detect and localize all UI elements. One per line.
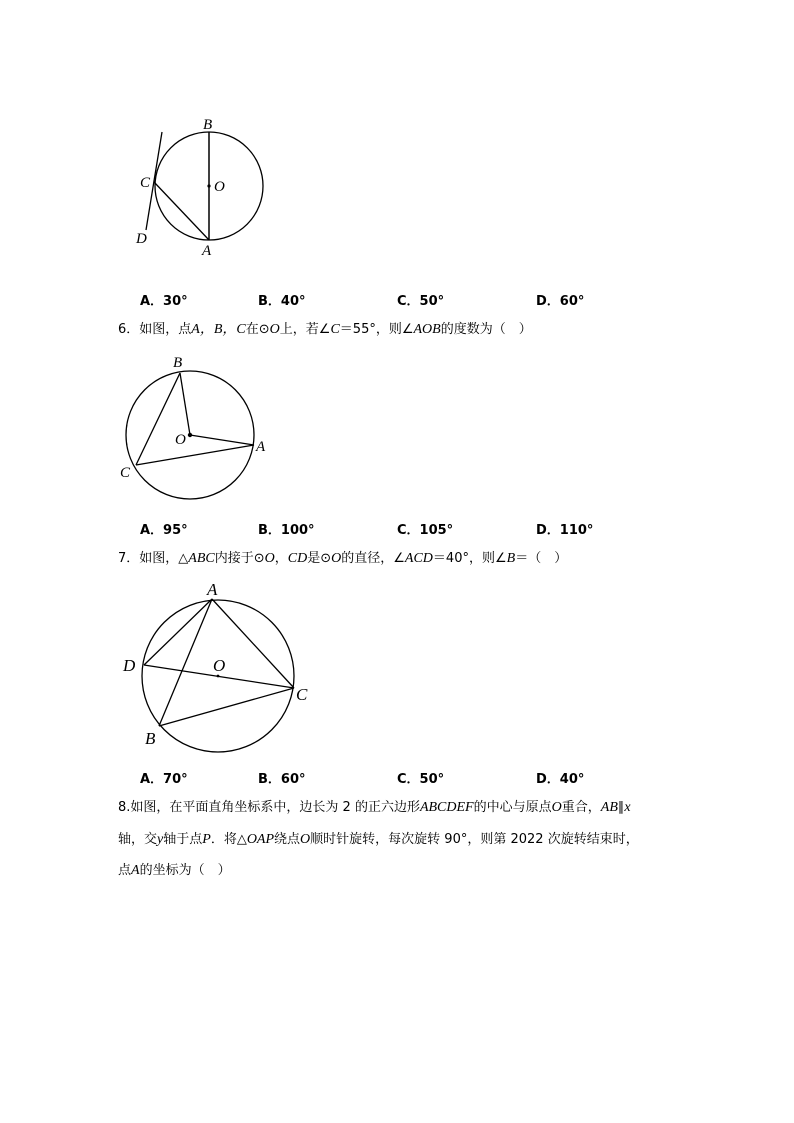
q5-options (140, 290, 700, 310)
q7-text: ， (274, 551, 288, 566)
q8-text: 重合， (561, 800, 601, 815)
label-b: B (145, 729, 156, 748)
center-point (207, 184, 210, 187)
q5-option-c[interactable]: C．50° (397, 294, 445, 309)
q8-o: O (551, 800, 562, 815)
q6-o: O (269, 322, 280, 337)
q7-b: B (506, 551, 516, 566)
q8-text: 轴于点 (163, 832, 203, 847)
q7-abc: ABC (188, 551, 215, 566)
segment-oa (190, 435, 254, 445)
label-b: B (173, 355, 183, 371)
label-d: D (136, 231, 147, 247)
segment-bc (159, 688, 294, 726)
center-point (217, 675, 220, 678)
label-a: A (207, 580, 218, 599)
segment-ob (180, 373, 190, 435)
figure-q7 (118, 578, 318, 753)
q8-text: 顺时针旋转，每次旋转 90°，则第 2022 次旋转结束时， (310, 832, 639, 847)
q8-a: A (131, 863, 140, 878)
q8-text: 绕点 (274, 832, 301, 847)
q7-option-c[interactable]: C．50° (397, 772, 445, 787)
q8-text: 点 (118, 863, 132, 878)
label-c: C (140, 175, 151, 191)
q8-o: O (300, 832, 311, 847)
figure-q5 (130, 112, 280, 262)
q5-option-d[interactable]: D．60° (536, 294, 585, 309)
q6-text: 如图，点 (139, 322, 192, 337)
q7-text: 的直径，∠ (341, 551, 405, 566)
q7-cd: CD (287, 551, 308, 566)
figure-q6 (115, 350, 275, 500)
q8-text: 的中心与原点 (473, 800, 552, 815)
q8-y: y (157, 832, 164, 847)
question-8-line-1 (118, 798, 631, 818)
q6-text: ＝55°，则∠ (339, 322, 414, 337)
figure-q7-svg (118, 578, 318, 753)
center-point (188, 433, 192, 437)
q8-x: x (624, 800, 631, 815)
q7-option-b[interactable]: B．60° (258, 772, 306, 787)
q7-number: 7． (118, 551, 140, 566)
q6-text: 上，若∠ (279, 322, 331, 337)
q6-text: 的度数为（ ） (440, 322, 532, 337)
label-c: C (120, 465, 131, 481)
q6-angle-c: C (330, 322, 340, 337)
parallel-symbol: ∥ (617, 800, 625, 815)
q6-option-d[interactable]: D．110° (536, 523, 594, 538)
q5-option-b[interactable]: B．40° (258, 294, 306, 309)
question-8-line-3 (118, 861, 231, 881)
q7-option-d[interactable]: D．40° (536, 772, 585, 787)
label-d: D (123, 656, 136, 675)
q5-option-a[interactable]: A．30° (140, 294, 188, 309)
segment-da (144, 599, 212, 665)
q6-options (140, 519, 700, 539)
label-o: O (175, 432, 186, 448)
q8-oap: OAP (246, 832, 275, 847)
q7-text: ＝（ ） (515, 551, 568, 566)
q7-options (140, 768, 700, 788)
chord-ca (154, 182, 209, 240)
label-a: A (256, 439, 266, 455)
figure-q5-svg (130, 112, 280, 262)
q8-text: 轴，交 (118, 832, 158, 847)
q7-text: 内接于⊙ (214, 551, 265, 566)
question-8-line-2 (118, 830, 639, 850)
circle-symbol: ⊙ (258, 322, 270, 337)
q7-text: ＝40°，则∠ (432, 551, 507, 566)
q8-text: ．将△ (210, 832, 247, 847)
label-a: A (202, 243, 212, 259)
q6-option-b[interactable]: B．100° (258, 523, 315, 538)
q6-number: 6． (118, 322, 140, 337)
q6-option-a[interactable]: A．95° (140, 523, 188, 538)
q6-vars: A，B，C (191, 322, 246, 337)
question-6 (118, 320, 532, 340)
segment-ca (136, 445, 254, 465)
label-o: O (213, 656, 226, 675)
label-o: O (214, 179, 225, 195)
q8-p: P (202, 832, 211, 847)
q8-hexagon: ABCDEF (419, 800, 474, 815)
q6-angle-aob: AOB (413, 322, 441, 337)
label-c: C (296, 685, 308, 704)
question-7 (118, 549, 567, 569)
q8-ab: AB (600, 800, 618, 815)
label-b: B (203, 117, 213, 133)
figure-q6-svg (115, 350, 275, 500)
segment-ab (159, 599, 212, 726)
q7-acd: ACD (404, 551, 433, 566)
q7-text: 是⊙ (307, 551, 332, 566)
q6-text: 在 (245, 322, 259, 337)
q6-option-c[interactable]: C．105° (397, 523, 454, 538)
q7-o: O (264, 551, 275, 566)
q7-text: 如图，△ (139, 551, 189, 566)
q7-o: O (331, 551, 342, 566)
q7-option-a[interactable]: A．70° (140, 772, 188, 787)
q8-text: 8.如图，在平面直角坐标系中，边长为 2 的正六边形 (118, 800, 420, 815)
segment-bc (136, 373, 180, 465)
q8-text: 的坐标为（ ） (139, 863, 231, 878)
